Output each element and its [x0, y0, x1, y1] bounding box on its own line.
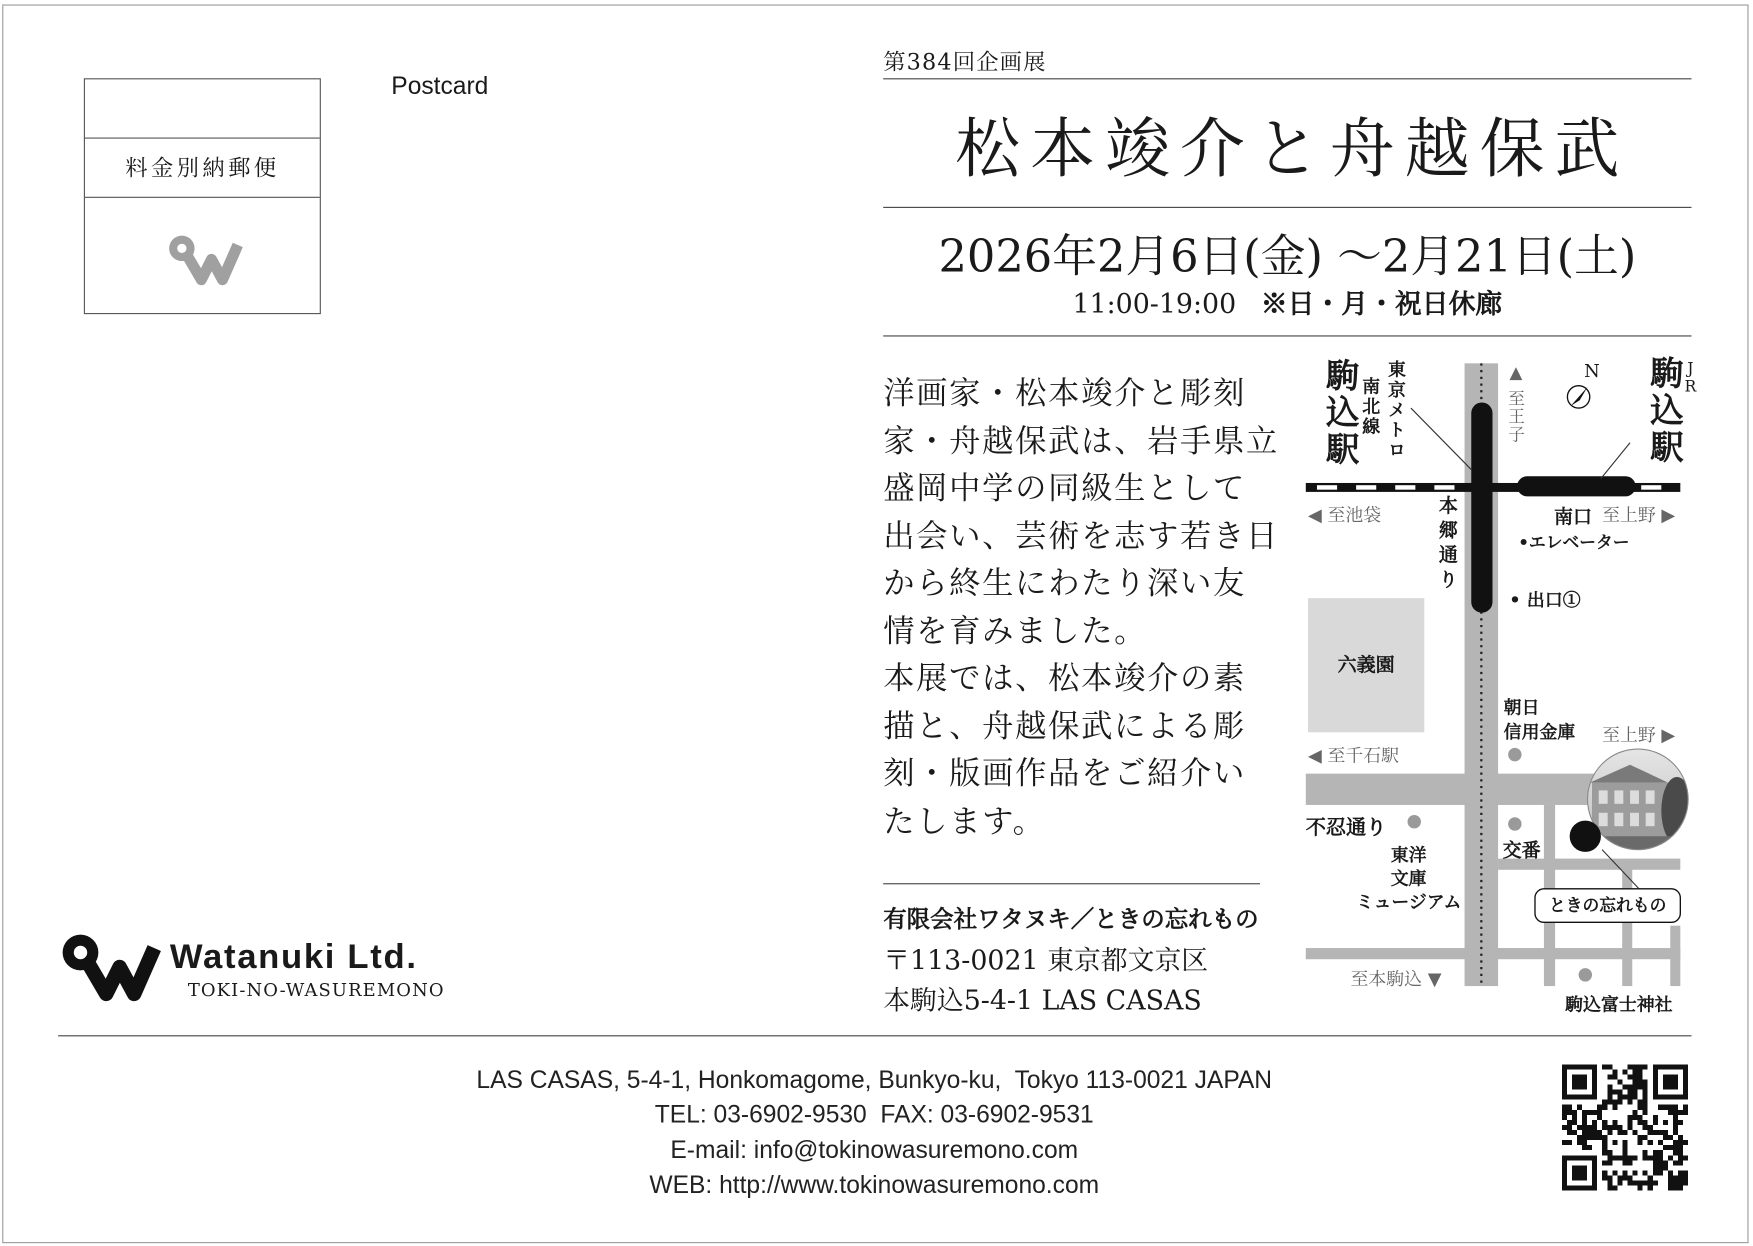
description-line: たします。: [883, 802, 1046, 840]
jr-station-name: 駒込駅: [1643, 355, 1683, 467]
qr-finder-bottom-left: [1562, 1155, 1597, 1190]
shrine-dot: [1579, 968, 1592, 981]
side-street: [1622, 864, 1632, 986]
gallery-location-marker: [1570, 821, 1601, 852]
divider: [883, 78, 1691, 79]
gallery-building-photo: [1585, 747, 1692, 852]
hongo-dori-label: 本郷通り: [1434, 495, 1457, 594]
asahi-bank-line: 朝日: [1503, 696, 1540, 718]
exhibition-hours-line: [883, 282, 1691, 321]
toyo-bunko-line: 東洋: [1390, 844, 1427, 866]
watanuki-w-logo-icon: [163, 233, 243, 287]
description-line: 刻・版画作品をご紹介い: [883, 754, 1247, 792]
rikugien-label: 六義園: [1337, 654, 1395, 677]
qr-code-icon[interactable]: [1562, 1064, 1688, 1190]
side-street: [1670, 926, 1680, 986]
divider: [58, 1035, 1691, 1036]
exhibition-dates: 2026年2月6日(金) ～2月21日(土): [938, 231, 1637, 283]
asahi-bank-line: 信用金庫: [1503, 721, 1576, 743]
footer-email: E-mail: info@tokinowasuremono.com: [670, 1135, 1079, 1164]
exit-1-label: • 出口①: [1509, 589, 1581, 611]
direction-sengoku: ◀ 至千石駅: [1308, 744, 1400, 766]
jr-station-marker: [1517, 476, 1636, 496]
leader-line: [1411, 408, 1471, 469]
description-line: 盛岡中学の同級生として: [883, 469, 1247, 507]
company-logo-name: Watanuki Ltd.: [169, 936, 418, 976]
leader-line: [1601, 443, 1630, 479]
toyo-bunko-label: [1347, 843, 1470, 913]
postage-paid-label: 料金別納郵便: [85, 139, 320, 198]
direction-ikebukuro: ◀ 至池袋: [1308, 504, 1382, 526]
jr-label: JR: [1681, 359, 1700, 396]
gallery-name-label: ときの忘れもの: [1548, 895, 1667, 916]
exhibition-number: 第384回企画展: [883, 48, 1047, 75]
company-logo-tagline: TOKI-NO-WASUREMONO: [187, 979, 445, 1001]
toyo-bunko-line: ミュージアム: [1355, 891, 1462, 913]
stamp-blank-row: [85, 79, 320, 138]
metro-company: 東京メトロ: [1385, 359, 1407, 461]
toyo-bunko-dot: [1408, 815, 1421, 828]
divider: [883, 335, 1691, 336]
elevator-label: •エレベーター: [1518, 532, 1630, 553]
fuji-shrine-label: 駒込富士神社: [1565, 993, 1673, 1016]
description-line: 家・舟越保武は、岩手県立: [883, 422, 1279, 459]
footer-tel-fax: TEL: 03-6902-9530 FAX: 03-6902-9531: [654, 1100, 1094, 1129]
divider: [883, 207, 1691, 208]
footer-contact: [335, 1062, 1413, 1202]
exhibition-description: [883, 370, 1279, 845]
watanuki-logo-icon: [56, 932, 162, 1001]
postage-stamp-box: [84, 78, 321, 314]
description-line: 本展では、松本竣介の素: [883, 659, 1247, 697]
compass-north-label: N: [1584, 359, 1600, 382]
postal-address: 〒113-0021 東京都文京区: [883, 944, 1209, 976]
footer-address: LAS CASAS, 5-4-1, Honkomagome, Bunkyo-ku, Tokyo 113-0021 JAPAN: [476, 1065, 1273, 1094]
metro-station-marker: [1471, 402, 1492, 612]
footer-web: WEB: http://www.tokinowasuremono.com: [649, 1170, 1100, 1199]
description-line: 描と、舟越保武による彫: [883, 707, 1247, 745]
qr-finder-top-right: [1653, 1064, 1688, 1099]
description-line: 出会い、芸術を志す若き日: [883, 517, 1279, 554]
south-exit-label: 南口: [1553, 506, 1593, 529]
direction-oji: ▲ 至王子: [1505, 362, 1527, 444]
gallery-address-block: [883, 899, 1258, 1021]
shinobazu-dori-road: [1306, 774, 1610, 805]
direction-ueno: 至上野 ▶: [1602, 724, 1676, 746]
direction-honkomagome: 至本駒込 ▼: [1350, 968, 1442, 990]
bank-dot: [1508, 748, 1521, 761]
metro-station-name: 駒込駅: [1319, 357, 1359, 469]
postcard-label: Postcard: [391, 71, 489, 100]
metro-line-name: 南北線: [1359, 376, 1381, 438]
exhibition-title: 松本竣介と舟越保武: [955, 110, 1630, 187]
divider: [883, 883, 1260, 884]
compass-north-icon: [1567, 386, 1589, 408]
asahi-bank-label: [1504, 695, 1576, 744]
police-box-label: 交番: [1502, 839, 1541, 862]
opening-hours: 11:00-19:00: [1072, 288, 1237, 320]
description-line: 洋画家・松本竣介と彫刻: [883, 374, 1247, 412]
street-address: 本駒込5-4-1 LAS CASAS: [883, 984, 1202, 1017]
description-line: 情を育みました。: [883, 612, 1148, 649]
shinobazu-dori-label: 不忍通り: [1305, 816, 1387, 840]
description-line: から終生にわたり深い友: [883, 564, 1247, 602]
company-name: 有限会社ワタヌキ／ときの忘れもの: [883, 904, 1259, 933]
toyo-bunko-line: 文庫: [1390, 867, 1427, 889]
direction-ueno: 至上野 ▶: [1602, 504, 1676, 526]
qr-finder-top-left: [1562, 1064, 1597, 1099]
police-box-dot: [1508, 817, 1521, 830]
closed-days: ※日・月・祝日休廊: [1260, 287, 1503, 320]
